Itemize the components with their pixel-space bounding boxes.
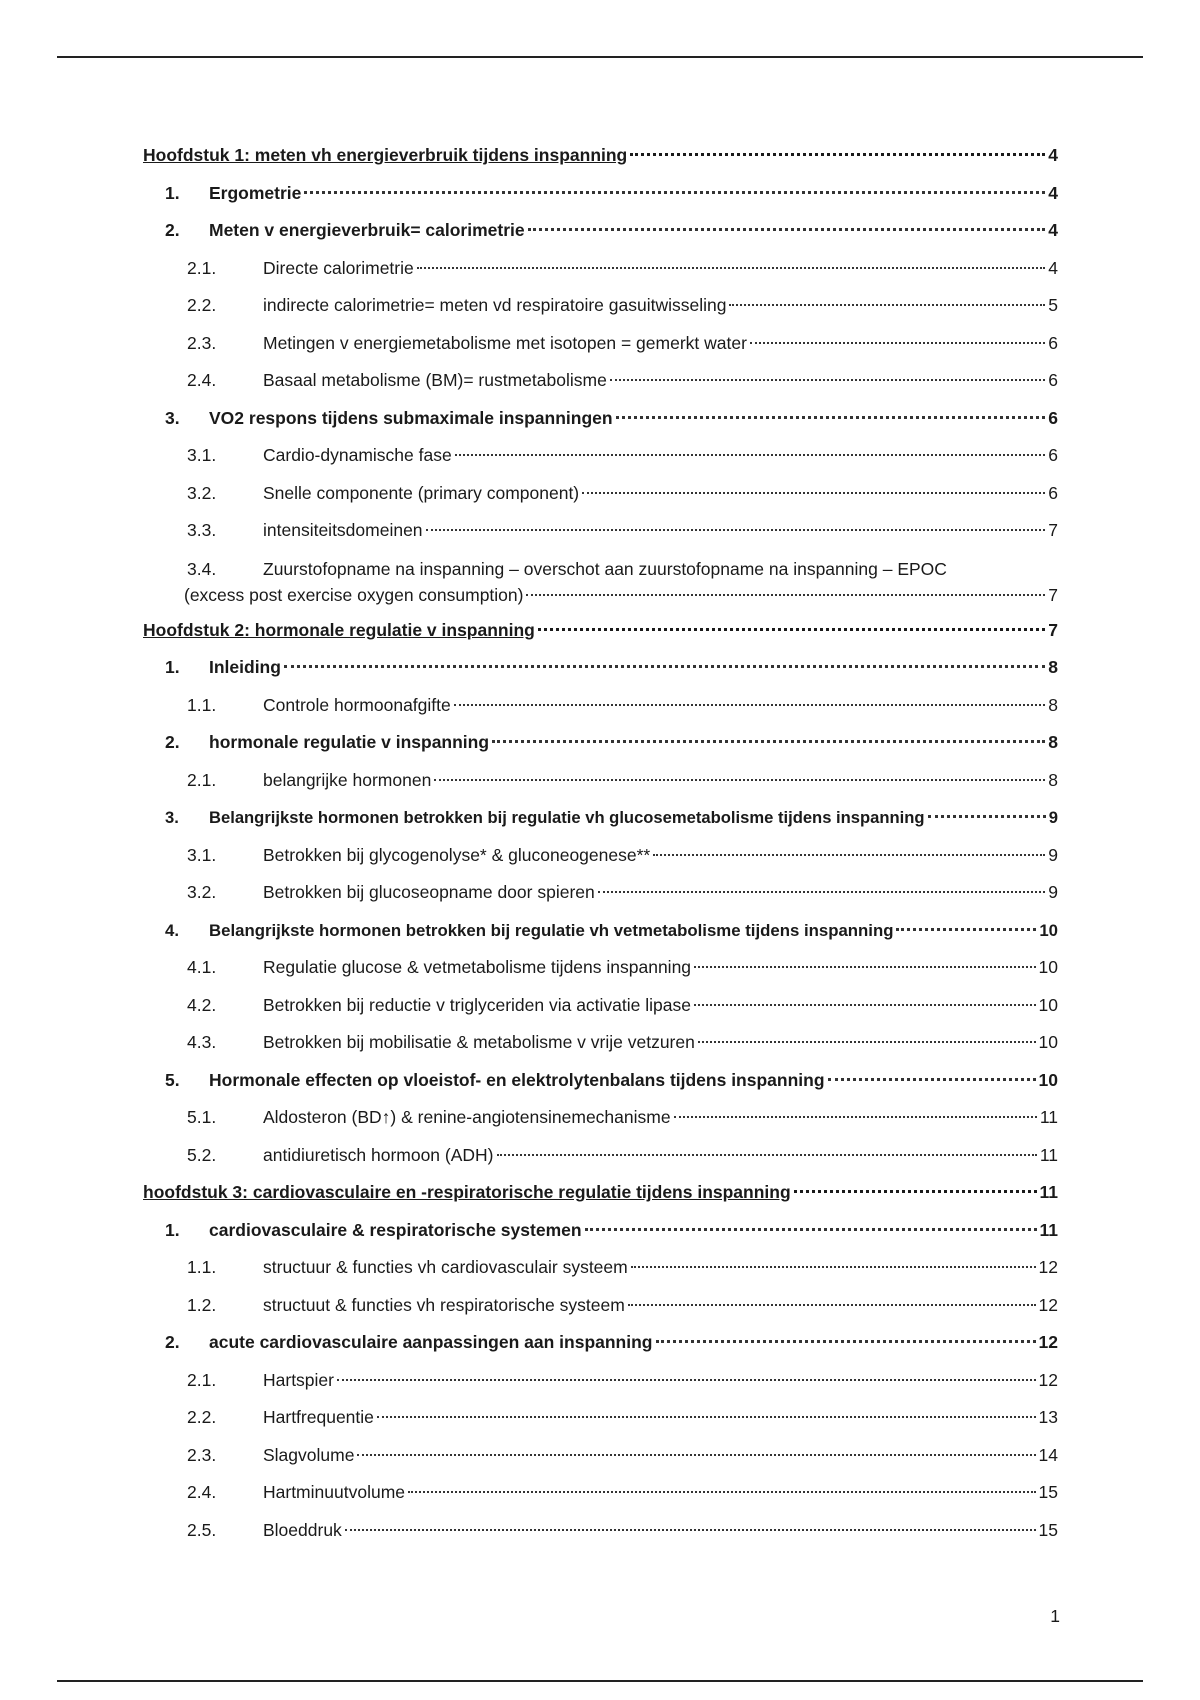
toc-label: Ergometrie [209,182,302,203]
toc-page: 8 [1048,657,1058,677]
toc-subsection-1-3-2[interactable] [143,475,1058,513]
toc-label: Hoofdstuk 2: hormonale regulatie v inspanning [143,619,535,640]
toc-subsection-1-2-3[interactable] [143,325,1058,363]
toc-page: 11 [1039,1107,1058,1127]
toc-subsection-1-3-3[interactable] [143,512,1058,550]
toc-label: Meten v energieverbruik= calorimetrie [209,220,525,240]
toc-leader [526,594,1045,596]
toc-subsection-3-2-3[interactable] [143,1437,1058,1475]
toc-label: Betrokken bij glycogenolyse* & gluconeogenese** [263,844,651,865]
toc-leader [694,966,1035,968]
toc-label: Directe calorimetrie [263,257,414,278]
toc-label: Hormonale effecten op vloeistof- en elektrolytenbalans tijdens inspanning [209,1069,825,1090]
toc-page: 4 [1048,145,1058,165]
toc-leader [357,1454,1035,1456]
toc-section-1-1[interactable] [143,175,1058,213]
toc-leader [630,153,1045,156]
toc-number: 4. [165,920,179,940]
toc-subsection-3-2-1[interactable] [143,1362,1058,1400]
toc-leader [455,454,1046,456]
toc-subsection-2-2-1[interactable] [143,762,1058,800]
toc-subsection-1-2-2[interactable] [143,287,1058,325]
toc-number: 3.4. [187,558,217,579]
toc-chapter-1[interactable] [143,137,1058,175]
toc-page: 12 [1038,1294,1058,1315]
toc-label: indirecte calorimetrie= meten vd respiratoire gasuitwisseling [263,295,727,315]
toc-label: structuut & functies vh respiratorische systeem [263,1294,625,1315]
toc-label: belangrijke hormonen [263,769,432,790]
toc-page: 11 [1039,1144,1058,1165]
toc-label: Belangrijkste hormonen betrokken bij regulatie vh glucosemetabolisme tijdens inspanning [209,808,925,827]
toc-number: 1.1. [187,1257,217,1277]
toc-leader [454,704,1046,706]
toc-page: 6 [1048,370,1058,390]
toc-leader [426,529,1046,531]
toc-subsection-2-3-1[interactable] [143,837,1058,875]
toc-page: 4 [1048,220,1058,240]
toc-number: 5.2. [187,1144,217,1165]
toc-label-continued: (excess post exercise oxygen consumption) [184,584,524,605]
toc-number: 4.1. [187,957,217,977]
toc-leader [345,1529,1036,1531]
toc-number: 5.1. [187,1107,217,1127]
toc-leader [616,416,1046,419]
toc-label: Controle hormoonafgifte [263,694,451,715]
toc-section-2-2[interactable] [143,724,1058,762]
toc-page: 11 [1039,1182,1058,1202]
toc-label: Hartminuutvolume [263,1482,405,1502]
toc-number: 1. [165,657,180,677]
toc-subsection-3-2-2[interactable] [143,1399,1058,1437]
toc-leader [528,228,1046,231]
toc-page: 4 [1048,257,1058,278]
toc-page: 10 [1039,920,1058,940]
toc-page: 12 [1038,1332,1058,1352]
toc-number: 2.5. [187,1519,217,1540]
toc-number: 2.4. [187,1482,217,1502]
toc-page: 15 [1038,1482,1058,1502]
toc-number: 4.3. [187,1032,217,1052]
toc-leader [337,1379,1036,1381]
toc-page: 10 [1038,1069,1058,1090]
toc-leader [729,304,1045,306]
toc-leader [538,628,1045,631]
toc-number: 2.3. [187,332,217,353]
toc-page: 8 [1048,694,1058,715]
toc-subsection-2-5-1[interactable] [143,1099,1058,1137]
toc-leader [628,1304,1036,1306]
toc-page: 9 [1048,882,1058,902]
toc-number: 1. [165,182,180,203]
toc-leader [653,854,1045,856]
toc-leader [694,1004,1036,1006]
toc-label: intensiteitsdomeinen [263,520,423,540]
toc-page: 4 [1048,182,1058,203]
toc-label: Hartspier [263,1369,334,1390]
toc-section-1-2[interactable] [143,212,1058,250]
toc-leader [492,740,1045,743]
toc-page: 9 [1048,808,1058,827]
toc-number: 2.3. [187,1444,217,1465]
toc-leader [794,1190,1037,1193]
toc-number: 3.1. [187,445,217,465]
toc-page: 13 [1038,1407,1058,1427]
toc-section-2-5[interactable] [143,1062,1058,1100]
toc-label: cardiovasculaire & respiratorische systemen [209,1219,582,1240]
toc-label: Zuurstofopname na inspanning – overschot aan zuurstofopname na inspanning – EPOC [263,558,947,579]
toc-number: 2. [165,732,180,752]
toc-label: Hoofdstuk 1: meten vh energieverbruik tijdens inspanning [143,145,628,165]
toc-label: Bloeddruk [263,1519,342,1540]
toc-label: hormonale regulatie v inspanning [209,732,490,752]
toc-section-3-2[interactable] [143,1324,1058,1362]
toc-subsection-1-2-1[interactable] [143,250,1058,288]
toc-label: Aldosteron (BD↑) & renine-angiotensinemechanisme [263,1107,671,1127]
toc-page: 8 [1048,732,1058,752]
toc-leader [928,815,1046,818]
toc-subsection-1-3-1[interactable] [143,437,1058,475]
toc-page: 14 [1038,1444,1058,1465]
toc-page: 6 [1048,482,1058,503]
toc-page: 5 [1048,295,1058,315]
toc-page: 7 [1048,520,1058,540]
toc-section-2-4[interactable] [143,912,1058,950]
toc-leader [408,1491,1036,1493]
toc-subsection-1-3-4[interactable] [143,550,1058,612]
toc-leader [417,267,1046,269]
toc-page: 6 [1048,407,1058,428]
toc-label: Regulatie glucose & vetmetabolisme tijdens inspanning [263,957,692,977]
toc-chapter-2[interactable] [143,612,1058,650]
table-of-contents [143,137,1058,1549]
toc-chapter-3[interactable] [143,1174,1058,1212]
toc-label: Hartfrequentie [263,1407,374,1427]
toc-number: 2. [165,1332,180,1352]
toc-number: 2.1. [187,1369,217,1390]
toc-page: 7 [1048,584,1058,605]
toc-leader [497,1154,1037,1156]
toc-section-2-1[interactable] [143,649,1058,687]
toc-page: 7 [1048,619,1058,640]
toc-leader [284,665,1045,668]
toc-leader [698,1041,1036,1043]
toc-number: 3. [165,808,179,827]
toc-subsection-2-4-2[interactable] [143,987,1058,1025]
toc-leader [598,891,1046,893]
toc-page: 6 [1048,332,1058,353]
toc-page: 6 [1048,445,1058,465]
toc-label: Slagvolume [263,1444,355,1465]
toc-number: 2.2. [187,295,217,315]
toc-label: VO2 respons tijdens submaximale inspanningen [209,407,613,428]
toc-label: Belangrijkste hormonen betrokken bij regulatie vh vetmetabolisme tijdens inspanning [209,920,894,940]
toc-number: 2. [165,220,180,240]
toc-leader [377,1416,1036,1418]
toc-number: 1.2. [187,1294,217,1315]
toc-leader [828,1078,1036,1081]
toc-subsection-3-2-4[interactable] [143,1474,1058,1512]
toc-leader [896,928,1036,931]
toc-label: Inleiding [209,657,281,677]
toc-subsection-2-5-2[interactable] [143,1137,1058,1175]
toc-label: Metingen v energiemetabolisme met isotopen = gemerkt water [263,332,747,353]
toc-number: 3.2. [187,482,217,503]
toc-page: 10 [1038,1032,1058,1052]
toc-label: antidiuretisch hormoon (ADH) [263,1144,494,1165]
toc-subsection-3-1-2[interactable] [143,1287,1058,1325]
toc-leader [674,1116,1037,1118]
toc-section-3-1[interactable] [143,1212,1058,1250]
page-number: 1 [1050,1606,1060,1626]
toc-subsection-1-2-4[interactable] [143,362,1058,400]
toc-page: 8 [1048,769,1058,790]
toc-subsection-2-4-3[interactable] [143,1024,1058,1062]
toc-label: Betrokken bij mobilisatie & metabolisme v vrije vetzuren [263,1032,695,1052]
toc-leader [631,1266,1036,1268]
toc-number: 2.1. [187,257,217,278]
toc-page: 10 [1038,957,1058,977]
toc-leader [610,379,1045,381]
toc-subsection-2-4-1[interactable] [143,949,1058,987]
toc-subsection-2-1-1[interactable] [143,687,1058,725]
toc-leader [656,1340,1036,1343]
toc-page: 15 [1038,1519,1058,1540]
footer-rule [57,1680,1143,1682]
toc-number: 3. [165,407,180,428]
toc-number: 1. [165,1219,180,1240]
toc-label: hoofdstuk 3: cardiovasculaire en -respiratorische regulatie tijdens inspanning [143,1182,791,1202]
toc-page: 12 [1038,1257,1058,1277]
toc-number: 2.4. [187,370,217,390]
toc-label: Snelle componente (primary component) [263,482,580,503]
toc-page: 10 [1038,994,1058,1015]
toc-leader [750,342,1045,344]
toc-section-2-3[interactable] [143,799,1058,837]
toc-leader [582,492,1045,494]
header-rule [57,56,1143,58]
toc-page: 9 [1048,844,1058,865]
toc-leader [585,1228,1037,1231]
toc-label: Cardio-dynamische fase [263,445,452,465]
toc-page: 11 [1039,1219,1058,1240]
toc-number: 4.2. [187,994,217,1015]
toc-label: Betrokken bij glucoseopname door spieren [263,882,595,902]
toc-number: 3.1. [187,844,217,865]
toc-number: 3.2. [187,882,217,902]
toc-leader [304,191,1045,194]
toc-label: acute cardiovasculaire aanpassingen aan inspanning [209,1332,653,1352]
toc-number: 2.1. [187,769,217,790]
toc-section-1-3[interactable] [143,400,1058,438]
toc-page: 12 [1038,1369,1058,1390]
toc-label: Betrokken bij reductie v triglyceriden via activatie lipase [263,994,691,1015]
toc-number: 2.2. [187,1407,217,1427]
toc-subsection-3-2-5[interactable] [143,1512,1058,1550]
toc-label: structuur & functies vh cardiovasculair systeem [263,1257,628,1277]
toc-subsection-2-3-2[interactable] [143,874,1058,912]
toc-label: Basaal metabolisme (BM)= rustmetabolisme [263,370,607,390]
toc-subsection-3-1-1[interactable] [143,1249,1058,1287]
toc-number: 3.3. [187,520,217,540]
toc-number: 5. [165,1069,180,1090]
toc-leader [434,779,1045,781]
toc-number: 1.1. [187,694,217,715]
